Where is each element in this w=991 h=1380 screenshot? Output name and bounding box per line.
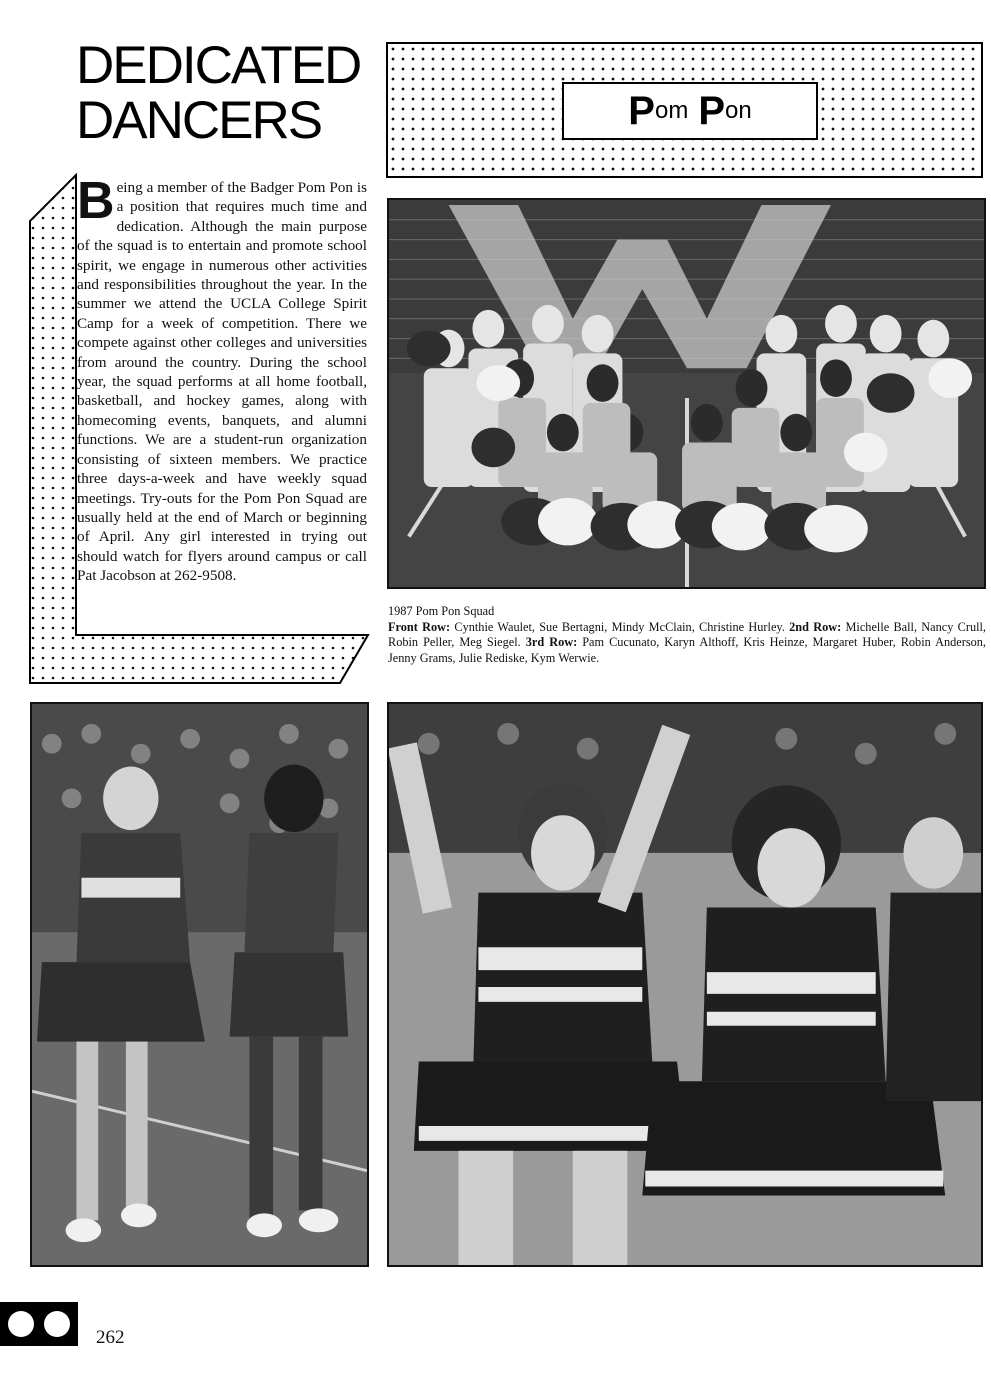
title-initial-2: P xyxy=(698,88,725,133)
caption-row-names: Cynthie Waulet, Sue Bertagni, Mindy McClain, Christine Hurley. xyxy=(450,619,790,634)
page-number: 262 xyxy=(96,1327,125,1348)
drop-cap: B xyxy=(77,172,115,230)
title-rest-2: on xyxy=(725,97,752,124)
headline-line-1: DEDICATED xyxy=(76,36,361,95)
headline-line-2: DANCERS xyxy=(76,91,322,150)
story-body: eing a member of the Badger Pom Pon is a position that requires much time and dedication. Although the main purpose of the squad is to entertain and promote school spirit, we engage in numerous other activities and responsibilities throughout the year. In the summer we attend the UCLA College Spirit Camp for a week of competition. There we compete against other colleges and universities from around the country. During the school year, the squad performs at all home football, basketball, and hockey games, along with homecoming events, banquets, and alumni functions. We are a student-run organization consisting of sixteen members. We practice three days-a-week and have weekly squad meetings. Try-outs for the Pom Pon Squad are usually held at the end of March or beginning of April. Any girl interested in trying out should watch for flyers around campus or call Pat Jacobson at 262-9508. xyxy=(77,179,367,585)
caption-row-label: 2nd Row: xyxy=(789,619,842,634)
caption-row-names: Pam Cucunato, Karyn Althoff, Kris Heinze, Margaret Huber, Robin Anderson, Jenny Grams, Julie Rediske, Kym Werwie. xyxy=(388,635,986,665)
section-banner xyxy=(386,42,983,178)
headline xyxy=(76,38,376,148)
photo-caption xyxy=(388,604,986,666)
folio-dot-icon xyxy=(44,1311,70,1337)
caption-row-label: Front Row: xyxy=(388,619,451,634)
story-text xyxy=(77,172,367,586)
title-rest-1: om xyxy=(654,97,689,124)
folio-tab xyxy=(0,1302,78,1346)
section-title xyxy=(562,82,818,140)
caption-row-label: 3rd Row: xyxy=(525,635,578,650)
caption-names xyxy=(388,620,986,667)
caption-title: 1987 Pom Pon Squad xyxy=(388,604,495,618)
dancers-cheering-photo xyxy=(387,702,983,1267)
caption-row-names: Michelle Ball, Nancy Crull, Robin Peller, Meg Siegel. xyxy=(388,619,987,650)
folio-dot-icon xyxy=(8,1311,34,1337)
squad-group-photo xyxy=(387,198,986,589)
title-initial-1: P xyxy=(628,88,655,133)
dancers-on-field-photo xyxy=(30,702,369,1267)
